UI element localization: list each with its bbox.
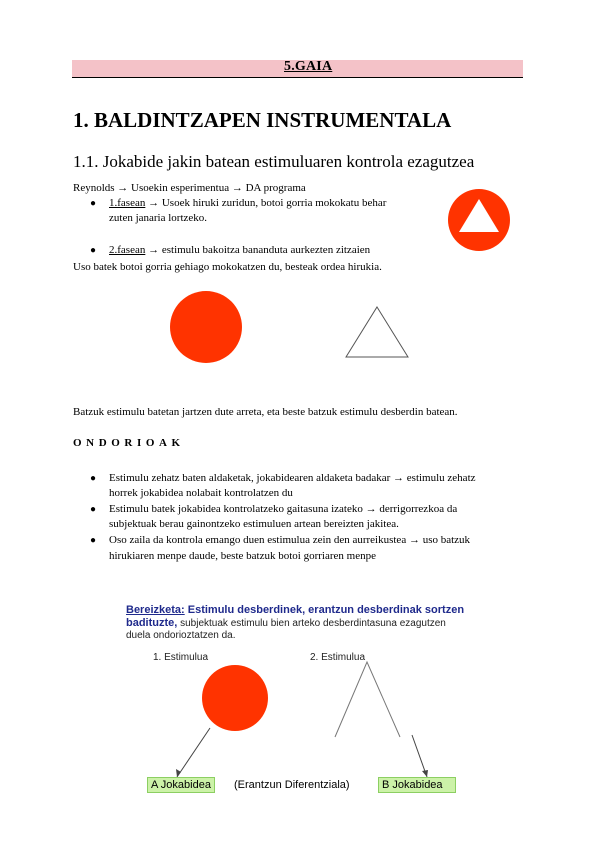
conclusion-2-line1: Estimulu batek jokabidea kontrolatzeko gaitasuna izateko → derrigorrezkoa da: [109, 503, 458, 515]
conclusion-1-line2: horrek jokabidea nolabait kontrolatzen du: [109, 487, 293, 499]
behavior-a-label: A Jokabidea: [147, 777, 215, 793]
behavior-b-label: B Jokabidea: [378, 777, 456, 793]
section-subtitle: 1.1. Jokabide jakin batean estimuluaren kontrola ezagutzea: [73, 152, 475, 171]
phase2-text: → estimulu bakoitza bananduta aurkezten zitzaien: [145, 244, 371, 256]
stimulus-2-label: 2. Estimulua: [310, 652, 366, 663]
figure-title-line3: duela ondorioztatzen da.: [126, 630, 236, 641]
figure-red-circle: [202, 665, 268, 731]
figure-drawing: [122, 655, 488, 780]
section-title: 1. BALDINTZAPEN INSTRUMENTALA: [73, 108, 452, 132]
conclusion-2-line2: subjektuak berau gainontzeko estimuluen artean bereizten jakitea.: [109, 518, 399, 530]
gaia-title: 5.GAIA: [284, 59, 333, 74]
bullet-dot: ●: [90, 473, 97, 484]
figure-title-text2: badituzte,: [126, 617, 178, 629]
figure-title-line2: [126, 617, 446, 629]
phase1-line: [109, 196, 386, 211]
red-circle-triangle-stimulus: [447, 188, 511, 252]
figure-triangle-stimulus: [335, 662, 400, 737]
figure-title: [126, 604, 464, 616]
figure-title-rest: subjektuak estimulu bien arteko desberdintasuna ezagutzen: [177, 618, 446, 629]
phase1-text-cont: zuten janaria lortzeko.: [109, 212, 208, 224]
figure-title-label: Bereizketa:: [126, 604, 185, 616]
phase1-label: 1.fasean: [109, 197, 146, 209]
figure-title-text: Estimulu desberdinek, erantzun desberdinak sortzen: [184, 604, 465, 616]
conclusion-3-line1: Oso zaila da kontrola emango duen estimulua zein den aurreikustea → uso batzuk: [109, 534, 471, 546]
bullet-dot: ●: [90, 198, 97, 209]
intro-line: Reynolds → Usoekin esperimentua → DA programa: [73, 182, 306, 194]
bullet-dot: ●: [90, 535, 97, 546]
differential-response-label: (Erantzun Diferentziala): [234, 779, 350, 791]
conclusion-1-line1: Estimulu zehatz baten aldaketak, jokabidearen aldaketa badakar → estimulu zehatz: [109, 472, 476, 484]
stimulus-1-label: 1. Estimulua: [153, 652, 209, 663]
outline-triangle: [346, 307, 408, 357]
arrow-to-a: [177, 728, 210, 777]
bullet-dot: ●: [90, 245, 97, 256]
attention-line: Batzuk estimulu batetan jartzen dute arreta, eta beste batzuk estimulu desberdin batean.: [73, 406, 458, 418]
observation-line: Uso batek botoi gorria gehiago mokokatzen du, besteak ordea hirukia.: [73, 261, 382, 273]
conclusion-3-line2: hirukiaren menpe daude, beste batzuk botoi gorriaren menpe: [109, 550, 376, 562]
bullet-dot: ●: [90, 504, 97, 515]
red-circle: [170, 291, 242, 363]
triangle-stimulus: [344, 305, 410, 359]
arrow-head-b: [422, 770, 428, 777]
red-circle-stimulus: [169, 290, 243, 364]
conclusions-heading: ONDORIOAK: [73, 437, 185, 449]
phase1-text: → Usoek hiruki zuridun, botoi gorria mokokatu behar: [145, 197, 387, 209]
phase2-label: 2.fasean: [109, 244, 146, 256]
phase2-line: [109, 243, 370, 258]
